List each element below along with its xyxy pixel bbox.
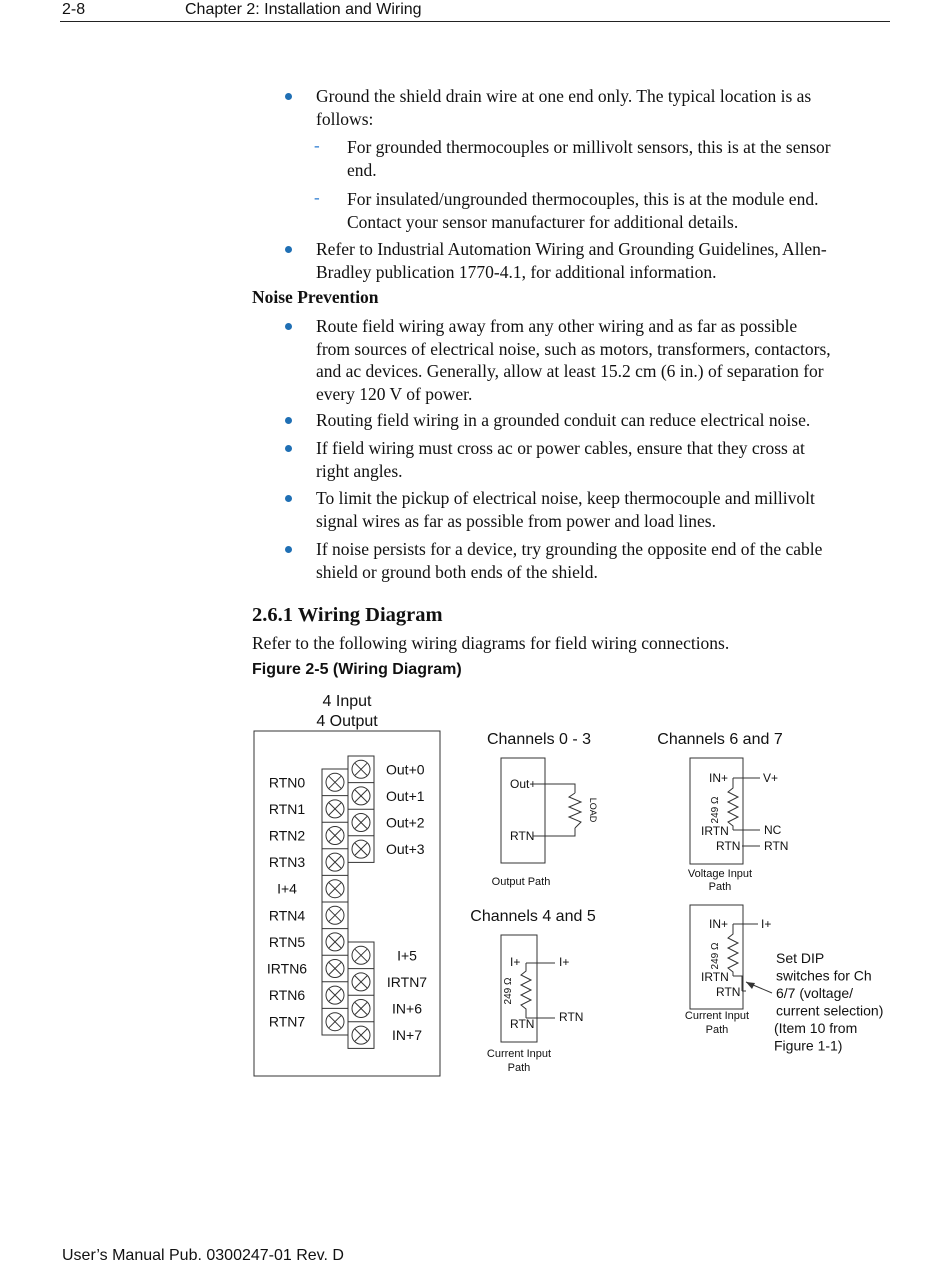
- terminal-screw-icon: [352, 1000, 370, 1018]
- ch67-nc: NC: [764, 823, 782, 837]
- ch67c-caption-line1: Current Input: [684, 1010, 750, 1022]
- dip-switch-note: [774, 950, 883, 1054]
- terminal-screw-icon: [352, 973, 370, 991]
- terminal-screw-icon: [326, 986, 344, 1004]
- ch67-rtn-label: RTN: [716, 839, 741, 853]
- ch67-irtn-label: IRTN: [701, 824, 729, 838]
- ch03-title: Channels 0 - 3: [486, 731, 592, 748]
- bullet-guidelines: [316, 238, 827, 283]
- text-line: from sources of electrical noise, such as motors, transformers, contactors,: [316, 338, 831, 359]
- page-header: [0, 0, 950, 24]
- terminal-label-left: RTN0: [268, 774, 306, 791]
- text-line: follows:: [316, 108, 374, 129]
- terminal-screw-icon: [352, 760, 370, 778]
- header-rule: [60, 21, 890, 22]
- terminal-label-left: RTN6: [268, 987, 306, 1004]
- terminal-screw-icon: [326, 960, 344, 978]
- ch03-rtn-label: RTN: [510, 829, 535, 843]
- ch45-caption-line1: Current Input: [486, 1048, 552, 1060]
- bullet-icon: [285, 495, 292, 502]
- terminal-screw-icon: [326, 773, 344, 791]
- terminal-screw-icon: [326, 880, 344, 898]
- terminal-screw-icon: [352, 814, 370, 832]
- ch67c-iplus-out: I+: [761, 917, 772, 931]
- terminal-screw-icon: [326, 906, 344, 924]
- ch45-caption-line2: Path: [507, 1062, 531, 1074]
- bullet-icon: [285, 417, 292, 424]
- text-line: end.: [347, 159, 377, 180]
- ch67-rtn-out: RTN: [764, 839, 789, 853]
- dip-note-line: current selection): [776, 1002, 884, 1019]
- terminal-label-left: RTN3: [268, 854, 306, 871]
- terminal-screw-icon: [352, 946, 370, 964]
- ch03-wire: [533, 784, 575, 836]
- ch67-caption-line1: Voltage Input: [687, 868, 753, 880]
- text-line: Route field wiring away from any other wiring and as far as possible: [316, 316, 798, 336]
- bullet-icon: [285, 546, 292, 553]
- ch45-rtn-label: RTN: [510, 1017, 535, 1031]
- ch03-out-label: Out+: [510, 777, 537, 791]
- terminal-label-right: IN+7: [392, 1027, 422, 1044]
- bullet-route-wiring: [316, 315, 831, 405]
- dash-icon: -: [314, 136, 320, 155]
- ch45-rtn-out: RTN: [559, 1010, 584, 1024]
- text-line: Routing field wiring in a grounded conduit can reduce electrical noise.: [316, 410, 811, 430]
- terminal-screw-icon: [326, 827, 344, 845]
- terminal-label-right: Out+0: [386, 761, 425, 778]
- page-number: 2-8: [62, 1, 86, 18]
- terminal-screw-icon: [352, 1026, 370, 1044]
- ch45-iplus-label: I+: [510, 955, 521, 969]
- dip-note-line: 6/7 (voltage/: [776, 985, 854, 1001]
- wiring-diagram: [250, 688, 910, 1088]
- ch67-in-label: IN+: [709, 771, 729, 785]
- chapter-title: Chapter 2: Installation and Wiring: [185, 1, 422, 18]
- dip-note-line: Set DIP: [776, 950, 825, 966]
- terminal-label-right: Out+3: [386, 841, 425, 858]
- sub-bullet-grounded: [347, 136, 831, 181]
- text-line: Refer to Industrial Automation Wiring and Grounding Guidelines, Allen-: [316, 239, 827, 259]
- left-terminal-labels: [267, 774, 307, 1029]
- text-line: Ground the shield drain wire at one end only. The typical location is as: [316, 86, 812, 106]
- terminal-screw-icon: [326, 1013, 344, 1031]
- bullet-icon: [285, 445, 292, 452]
- ch67-resistor-label: 249 Ω: [710, 796, 721, 824]
- terminal-screw-icon: [326, 933, 344, 951]
- module-title-line1: 4 Input: [322, 693, 372, 710]
- terminal-screw-icon: [326, 853, 344, 871]
- bullet-shield-ground: [316, 85, 811, 130]
- ch03-caption: Output Path: [491, 876, 551, 888]
- bullet-signal-wires: [316, 487, 815, 532]
- bullet-icon: [285, 246, 292, 253]
- text-line: Contact your sensor manufacturer for additional details.: [347, 211, 739, 232]
- figure-caption: Figure 2-5 (Wiring Diagram): [252, 661, 462, 678]
- section-intro: Refer to the following wiring diagrams for field wiring connections.: [252, 633, 730, 653]
- ch67-title: Channels 6 and 7: [657, 731, 783, 748]
- ch67c-in-label: IN+: [709, 917, 729, 931]
- text-line: Bradley publication 1770-4.1, for additional information.: [316, 261, 717, 282]
- ch67c-resistor: [728, 924, 738, 976]
- ch67c-wire: [733, 924, 758, 991]
- text-line: If field wiring must cross ac or power cables, ensure that they cross at: [316, 438, 805, 458]
- module-title-line2: 4 Output: [316, 713, 378, 730]
- ch03-box: [501, 758, 545, 863]
- section-heading: 2.6.1 Wiring Diagram: [252, 604, 443, 626]
- text-line: If noise persists for a device, try grounding the opposite end of the cable: [316, 539, 823, 559]
- text-line: and ac devices. Generally, allow at least 15.2 cm (6 in.) of separation for: [316, 361, 824, 381]
- ch67c-caption-line2: Path: [705, 1024, 729, 1036]
- terminal-label-left: IRTN6: [266, 960, 308, 977]
- terminal-label-right: I+5: [397, 947, 417, 964]
- ch67-vplus: V+: [763, 771, 779, 785]
- ch45-resistor-label: 249 Ω: [503, 977, 514, 1005]
- terminal-label-right: IN+6: [392, 1000, 422, 1017]
- text-line: To limit the pickup of electrical noise, keep thermocouple and millivolt: [316, 488, 815, 508]
- terminal-label-left: RTN4: [268, 907, 306, 924]
- right-terminal-labels: [386, 761, 427, 1043]
- terminal-label-left: RTN5: [268, 933, 306, 950]
- bullet-cross-cables: [316, 437, 805, 482]
- text-line: every 120 V of power.: [316, 383, 473, 404]
- terminal-label-left: RTN7: [268, 1013, 306, 1030]
- bullet-conduit: [316, 409, 810, 432]
- terminal-block: [322, 756, 374, 1048]
- ch45-iplus-out: I+: [559, 955, 570, 969]
- page-footer: User’s Manual Pub. 0300247-01 Rev. D: [62, 1247, 344, 1264]
- ch45-resistor: [521, 963, 531, 1018]
- ch67-caption-line2: Path: [708, 881, 732, 893]
- ch67c-resistor-label: 249 Ω: [710, 942, 721, 970]
- dip-note-line: (Item 10 from: [774, 1020, 858, 1036]
- terminal-label-right: Out+2: [386, 814, 425, 831]
- terminal-screw-icon: [352, 840, 370, 858]
- terminal-label-left: I+4: [277, 880, 297, 897]
- ch67c-rtn-label: RTN: [716, 985, 741, 999]
- bullet-noise-persists: [316, 538, 822, 583]
- ch67-wire: [733, 778, 760, 846]
- bullet-icon: [285, 93, 292, 100]
- text-line: For insulated/ungrounded thermocouples, this is at the module end.: [347, 189, 819, 209]
- ch67-resistor: [728, 778, 738, 830]
- sub-bullet-insulated: [347, 188, 818, 233]
- dash-icon: -: [314, 188, 320, 207]
- bullet-icon: [285, 323, 292, 330]
- arrowhead-icon: [746, 982, 755, 989]
- ch03-load-resistor: [569, 793, 581, 828]
- ch67c-irtn-label: IRTN: [701, 970, 729, 984]
- terminal-label-left: RTN1: [268, 800, 306, 817]
- text-line: For grounded thermocouples or millivolt sensors, this is at the sensor: [347, 137, 831, 157]
- dip-note-line: switches for Ch: [776, 967, 872, 984]
- terminal-screw-icon: [326, 800, 344, 818]
- terminal-label-right: Out+1: [386, 787, 425, 804]
- terminal-screw-icon: [352, 787, 370, 805]
- text-line: signal wires as far as possible from power and load lines.: [316, 510, 716, 531]
- terminal-label-left: RTN2: [268, 827, 306, 844]
- dip-note-line: Figure 1-1): [774, 1037, 843, 1054]
- terminal-label-right: IRTN7: [386, 973, 428, 990]
- text-line: right angles.: [316, 460, 403, 481]
- ch03-load-label: LOAD: [588, 797, 598, 823]
- noise-prevention-heading: Noise Prevention: [252, 287, 379, 307]
- ch45-title: Channels 4 and 5: [470, 908, 596, 925]
- text-line: shield or ground both ends of the shield.: [316, 561, 598, 582]
